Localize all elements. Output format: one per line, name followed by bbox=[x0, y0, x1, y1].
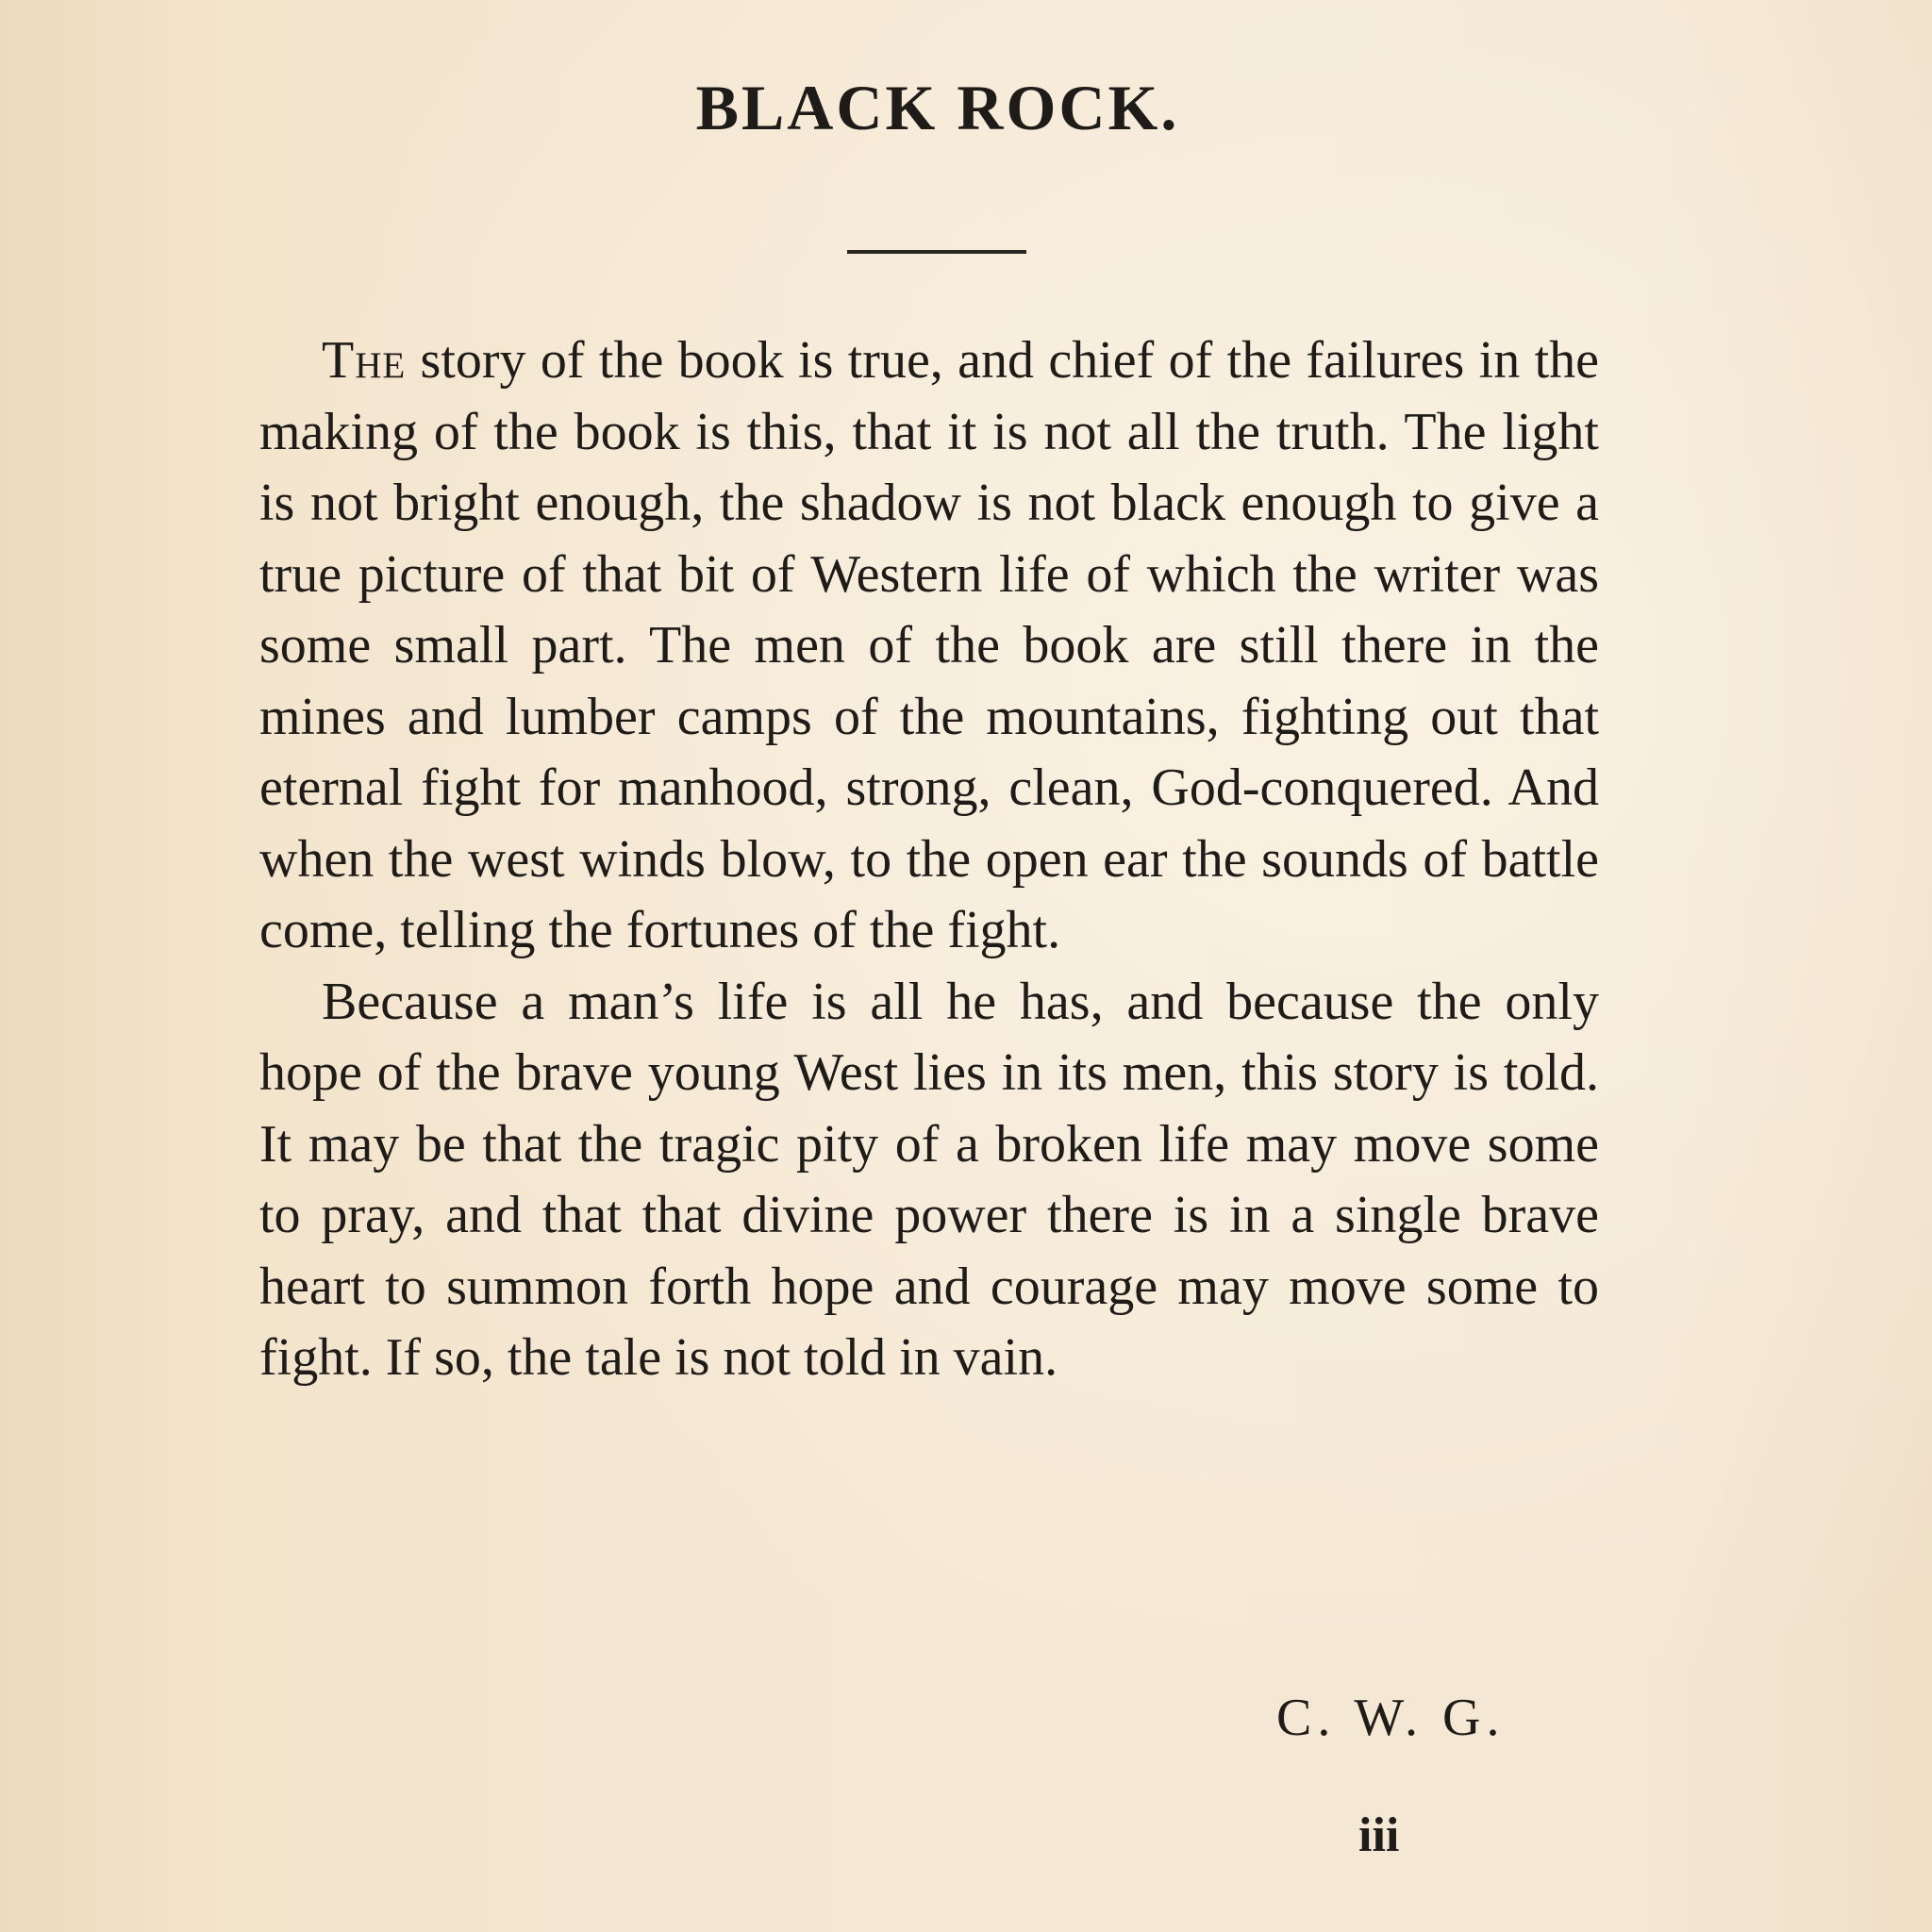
author-initials: C. W. G. bbox=[1276, 1689, 1506, 1747]
page-title: BLACK ROCK. bbox=[695, 72, 1180, 143]
preface-text bbox=[259, 325, 1599, 1394]
title-rule bbox=[847, 250, 1026, 254]
paragraph-2-text: Because a man’s life is all he has, and because the only hope of the brave young West lies in its men, this story is told. It may be that the tragic pity of a broken life may move some to pray, and that that divine power there is in a single brave heart to summon forth hope and courage may move some to fight. If so, the tale is not told in vain. bbox=[259, 972, 1599, 1387]
paragraph-1-text: story of the book is true, and chief of the failures in the making of the book is this, that it is not all the truth. The light is not bright enough, the shadow is not black enough to give a true picture of that bit of Western life of which the writer was some small part. The men of the book are still there in the mines and lumber camps of the mountains, fighting out that eternal fight for manhood, strong, clean, God-conquered. And when the west winds blow, to the open ear the sounds of battle come, telling the fortunes of the fight. bbox=[259, 331, 1599, 959]
page-number: iii bbox=[1358, 1808, 1400, 1862]
paragraph-1 bbox=[259, 325, 1599, 967]
paragraph-1-lead: The bbox=[322, 331, 407, 390]
paragraph-2 bbox=[259, 967, 1599, 1394]
